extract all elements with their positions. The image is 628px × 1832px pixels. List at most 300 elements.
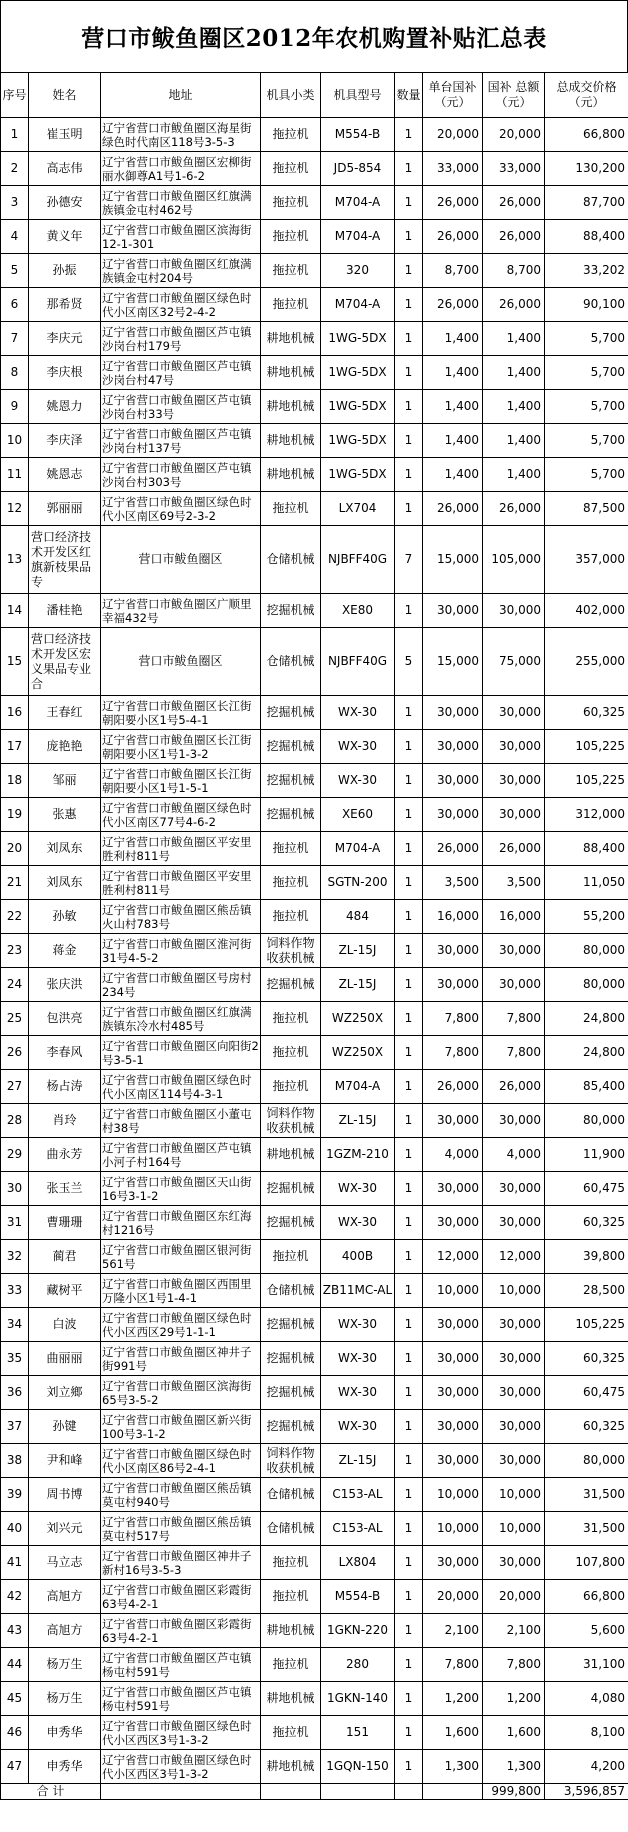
row-category: 仓储机械 — [261, 1478, 321, 1512]
row-total-subsidy: 30,000 — [483, 1376, 545, 1410]
row-model: WX-30 — [321, 730, 395, 764]
row-address: 辽宁省营口市鲅鱼圈区绿色时代小区西区29号1-1-1 — [101, 1308, 261, 1342]
table-row — [1, 1750, 628, 1784]
row-name: 崔玉明 — [29, 118, 101, 152]
table-row — [1, 152, 628, 186]
row-model: 320 — [321, 254, 395, 288]
row-model: 1GQN-150 — [321, 1750, 395, 1784]
row-total-subsidy: 12,000 — [483, 1240, 545, 1274]
row-unit-subsidy: 30,000 — [423, 1444, 483, 1478]
row-price: 60,475 — [545, 1376, 628, 1410]
table-row — [1, 390, 628, 424]
table-body — [1, 118, 628, 1784]
row-qty: 1 — [395, 1070, 423, 1104]
row-price: 24,800 — [545, 1036, 628, 1070]
row-address: 辽宁省营口市鲅鱼圈区芦屯镇沙岗台村303号 — [101, 458, 261, 492]
row-category: 仓储机械 — [261, 1512, 321, 1546]
row-address: 辽宁省营口市鲅鱼圈区绿色时代小区南区114号4-3-1 — [101, 1070, 261, 1104]
row-name: 孙敏 — [29, 900, 101, 934]
row-total-subsidy: 1,600 — [483, 1716, 545, 1750]
row-total-subsidy: 30,000 — [483, 696, 545, 730]
row-category: 挖掘机械 — [261, 1172, 321, 1206]
row-address: 辽宁省营口市鲅鱼圈区绿色时代小区南区77号4-6-2 — [101, 798, 261, 832]
row-qty: 1 — [395, 424, 423, 458]
row-address: 辽宁省营口市鲅鱼圈区海星街绿色时代南区118号3-5-3 — [101, 118, 261, 152]
row-unit-subsidy: 1,400 — [423, 458, 483, 492]
row-name: 姚恩志 — [29, 458, 101, 492]
table-row — [1, 1240, 628, 1274]
row-seq: 7 — [1, 322, 29, 356]
row-category: 拖拉机 — [261, 118, 321, 152]
row-model: C153-AL — [321, 1512, 395, 1546]
row-address: 辽宁省营口市鲅鱼圈区绿色时代小区南区86号2-4-1 — [101, 1444, 261, 1478]
row-name: 营口经济技术开发区红旗新枝果品专 — [29, 526, 101, 594]
row-category: 挖掘机械 — [261, 798, 321, 832]
row-price: 28,500 — [545, 1274, 628, 1308]
totals-empty-cell — [395, 1784, 423, 1800]
row-name: 申秀华 — [29, 1716, 101, 1750]
row-unit-subsidy: 30,000 — [423, 1172, 483, 1206]
row-unit-subsidy: 12,000 — [423, 1240, 483, 1274]
row-seq: 12 — [1, 492, 29, 526]
row-name: 营口经济技术开发区宏义果品专业合 — [29, 628, 101, 696]
table-row — [1, 118, 628, 152]
row-total-subsidy: 30,000 — [483, 594, 545, 628]
row-model: WZ250X — [321, 1036, 395, 1070]
row-total-subsidy: 8,700 — [483, 254, 545, 288]
table-row — [1, 832, 628, 866]
row-price: 105,225 — [545, 1308, 628, 1342]
row-total-subsidy: 30,000 — [483, 1206, 545, 1240]
row-seq: 13 — [1, 526, 29, 594]
header-category: 机具小类 — [261, 73, 321, 118]
row-price: 105,225 — [545, 730, 628, 764]
row-category: 耕地机械 — [261, 356, 321, 390]
row-name: 孙键 — [29, 1410, 101, 1444]
row-seq: 42 — [1, 1580, 29, 1614]
row-qty: 1 — [395, 118, 423, 152]
row-name: 刘凤东 — [29, 866, 101, 900]
row-price: 5,700 — [545, 390, 628, 424]
row-unit-subsidy: 7,800 — [423, 1002, 483, 1036]
row-qty: 1 — [395, 1308, 423, 1342]
row-total-subsidy: 1,400 — [483, 322, 545, 356]
row-seq: 26 — [1, 1036, 29, 1070]
row-total-subsidy: 7,800 — [483, 1002, 545, 1036]
row-price: 357,000 — [545, 526, 628, 594]
row-model: NJBFF40G — [321, 628, 395, 696]
row-seq: 38 — [1, 1444, 29, 1478]
row-name: 孙德安 — [29, 186, 101, 220]
row-name: 曹珊珊 — [29, 1206, 101, 1240]
row-seq: 34 — [1, 1308, 29, 1342]
row-qty: 1 — [395, 1614, 423, 1648]
row-price: 85,400 — [545, 1070, 628, 1104]
table-row — [1, 628, 628, 696]
row-address: 辽宁省营口市鲅鱼圈区芦屯镇沙岗台村47号 — [101, 356, 261, 390]
header-price: 总成交价格（元） — [545, 73, 628, 118]
table-row — [1, 356, 628, 390]
row-qty: 1 — [395, 900, 423, 934]
table-row — [1, 492, 628, 526]
row-address: 辽宁省营口市鲅鱼圈区银河街561号 — [101, 1240, 261, 1274]
row-total-subsidy: 1,400 — [483, 424, 545, 458]
row-seq: 1 — [1, 118, 29, 152]
row-qty: 1 — [395, 492, 423, 526]
row-seq: 17 — [1, 730, 29, 764]
row-address: 辽宁省营口市鲅鱼圈区熊岳镇火山村783号 — [101, 900, 261, 934]
row-seq: 37 — [1, 1410, 29, 1444]
row-category: 挖掘机械 — [261, 1342, 321, 1376]
row-address: 辽宁省营口市鲅鱼圈区平安里胜利村811号 — [101, 866, 261, 900]
row-qty: 1 — [395, 832, 423, 866]
row-address: 辽宁省营口市鲅鱼圈区红旗满族镇金屯村204号 — [101, 254, 261, 288]
row-address: 辽宁省营口市鲅鱼圈区绿色时代小区南区32号2-4-2 — [101, 288, 261, 322]
row-unit-subsidy: 4,000 — [423, 1138, 483, 1172]
table-row — [1, 1104, 628, 1138]
table-row — [1, 1172, 628, 1206]
row-total-subsidy: 26,000 — [483, 288, 545, 322]
row-seq: 39 — [1, 1478, 29, 1512]
row-name: 蒋金 — [29, 934, 101, 968]
row-unit-subsidy: 7,800 — [423, 1648, 483, 1682]
row-unit-subsidy: 30,000 — [423, 594, 483, 628]
table-row — [1, 424, 628, 458]
row-model: ZL-15J — [321, 934, 395, 968]
table-row — [1, 1070, 628, 1104]
row-total-subsidy: 26,000 — [483, 1070, 545, 1104]
row-unit-subsidy: 3,500 — [423, 866, 483, 900]
header-address: 地址 — [101, 73, 261, 118]
row-address: 辽宁省营口市鲅鱼圈区新兴街100号3-1-2 — [101, 1410, 261, 1444]
row-total-subsidy: 7,800 — [483, 1036, 545, 1070]
table-row — [1, 288, 628, 322]
row-category: 拖拉机 — [261, 866, 321, 900]
row-name: 庞艳艳 — [29, 730, 101, 764]
table-row — [1, 254, 628, 288]
totals-empty-cell — [101, 1784, 261, 1800]
table-row — [1, 764, 628, 798]
table-row — [1, 1376, 628, 1410]
row-model: XE80 — [321, 594, 395, 628]
row-category: 拖拉机 — [261, 1002, 321, 1036]
row-qty: 1 — [395, 1172, 423, 1206]
row-address: 辽宁省营口市鲅鱼圈区滨海街12-1-301 — [101, 220, 261, 254]
row-seq: 28 — [1, 1104, 29, 1138]
row-qty: 1 — [395, 458, 423, 492]
row-seq: 36 — [1, 1376, 29, 1410]
row-category: 挖掘机械 — [261, 764, 321, 798]
row-model: LX704 — [321, 492, 395, 526]
row-qty: 1 — [395, 1750, 423, 1784]
row-seq: 33 — [1, 1274, 29, 1308]
table-row — [1, 186, 628, 220]
row-total-subsidy: 1,400 — [483, 458, 545, 492]
table-row — [1, 1308, 628, 1342]
row-price: 4,080 — [545, 1682, 628, 1716]
subsidy-table — [0, 72, 628, 1800]
row-address: 辽宁省营口市鲅鱼圈区彩霞街63号4-2-1 — [101, 1580, 261, 1614]
row-model: WX-30 — [321, 1206, 395, 1240]
row-qty: 1 — [395, 594, 423, 628]
row-seq: 29 — [1, 1138, 29, 1172]
totals-label: 合 计 — [1, 1784, 101, 1800]
row-category: 拖拉机 — [261, 832, 321, 866]
row-total-subsidy: 26,000 — [483, 832, 545, 866]
row-unit-subsidy: 26,000 — [423, 220, 483, 254]
row-name: 肖玲 — [29, 1104, 101, 1138]
row-category: 耕地机械 — [261, 1614, 321, 1648]
row-unit-subsidy: 10,000 — [423, 1478, 483, 1512]
row-name: 李庆泽 — [29, 424, 101, 458]
row-category: 耕地机械 — [261, 424, 321, 458]
row-category: 挖掘机械 — [261, 1410, 321, 1444]
row-seq: 22 — [1, 900, 29, 934]
row-category: 拖拉机 — [261, 900, 321, 934]
row-price: 5,700 — [545, 458, 628, 492]
row-name: 那希贤 — [29, 288, 101, 322]
row-total-subsidy: 105,000 — [483, 526, 545, 594]
table-row — [1, 458, 628, 492]
row-seq: 27 — [1, 1070, 29, 1104]
row-unit-subsidy: 15,000 — [423, 628, 483, 696]
table-row — [1, 1206, 628, 1240]
row-name: 李春风 — [29, 1036, 101, 1070]
row-category: 耕地机械 — [261, 1682, 321, 1716]
row-price: 60,325 — [545, 1342, 628, 1376]
row-category: 仓储机械 — [261, 1274, 321, 1308]
row-total-subsidy: 7,800 — [483, 1648, 545, 1682]
row-seq: 23 — [1, 934, 29, 968]
row-seq: 10 — [1, 424, 29, 458]
row-category: 仓储机械 — [261, 628, 321, 696]
row-model: 1GZM-210 — [321, 1138, 395, 1172]
row-category: 饲料作物收获机械 — [261, 934, 321, 968]
row-model: 400B — [321, 1240, 395, 1274]
row-name: 周书博 — [29, 1478, 101, 1512]
table-row — [1, 1716, 628, 1750]
row-seq: 6 — [1, 288, 29, 322]
row-qty: 1 — [395, 1036, 423, 1070]
row-name: 刘凤东 — [29, 832, 101, 866]
row-model: ZB11MC-AL — [321, 1274, 395, 1308]
row-seq: 43 — [1, 1614, 29, 1648]
row-model: 1WG-5DX — [321, 322, 395, 356]
row-total-subsidy: 30,000 — [483, 764, 545, 798]
row-address: 辽宁省营口市鲅鱼圈区天山街16号3-1-2 — [101, 1172, 261, 1206]
header-total-subsidy: 国补 总额（元） — [483, 73, 545, 118]
row-address: 辽宁省营口市鲅鱼圈区长江街朝阳要小区1号1-5-1 — [101, 764, 261, 798]
row-unit-subsidy: 30,000 — [423, 1376, 483, 1410]
row-address: 辽宁省营口市鲅鱼圈区长江街朝阳要小区1号1-3-2 — [101, 730, 261, 764]
row-seq: 8 — [1, 356, 29, 390]
row-model: 280 — [321, 1648, 395, 1682]
table-row — [1, 968, 628, 1002]
row-address: 辽宁省营口市鲅鱼圈区熊岳镇莫屯村517号 — [101, 1512, 261, 1546]
row-total-subsidy: 30,000 — [483, 1444, 545, 1478]
row-price: 4,200 — [545, 1750, 628, 1784]
row-address: 辽宁省营口市鲅鱼圈区绿色时代小区西区3号1-3-2 — [101, 1750, 261, 1784]
row-model: 1WG-5DX — [321, 424, 395, 458]
row-qty: 1 — [395, 1478, 423, 1512]
row-qty: 1 — [395, 152, 423, 186]
row-name: 申秀华 — [29, 1750, 101, 1784]
row-model: M554-B — [321, 1580, 395, 1614]
table-row — [1, 1002, 628, 1036]
table-row — [1, 696, 628, 730]
row-category: 耕地机械 — [261, 322, 321, 356]
totals-subsidy: 999,800 — [483, 1784, 545, 1800]
row-model: ZL-15J — [321, 1444, 395, 1478]
row-address: 辽宁省营口市鲅鱼圈区芦屯镇杨屯村591号 — [101, 1682, 261, 1716]
row-total-subsidy: 30,000 — [483, 934, 545, 968]
row-model: 1GKN-140 — [321, 1682, 395, 1716]
row-price: 88,400 — [545, 220, 628, 254]
row-unit-subsidy: 30,000 — [423, 798, 483, 832]
row-unit-subsidy: 30,000 — [423, 1410, 483, 1444]
row-total-subsidy: 30,000 — [483, 798, 545, 832]
row-model: C153-AL — [321, 1478, 395, 1512]
totals-empty-cell — [321, 1784, 395, 1800]
row-total-subsidy: 30,000 — [483, 1410, 545, 1444]
table-row — [1, 594, 628, 628]
row-name: 高志伟 — [29, 152, 101, 186]
row-unit-subsidy: 30,000 — [423, 1546, 483, 1580]
row-qty: 1 — [395, 1376, 423, 1410]
row-seq: 11 — [1, 458, 29, 492]
row-qty: 1 — [395, 1342, 423, 1376]
row-category: 饲料作物收获机械 — [261, 1104, 321, 1138]
row-name: 刘立鄉 — [29, 1376, 101, 1410]
row-model: M704-A — [321, 288, 395, 322]
row-total-subsidy: 10,000 — [483, 1512, 545, 1546]
row-total-subsidy: 3,500 — [483, 866, 545, 900]
row-qty: 5 — [395, 628, 423, 696]
table-row — [1, 220, 628, 254]
row-qty: 1 — [395, 186, 423, 220]
row-qty: 1 — [395, 764, 423, 798]
row-category: 拖拉机 — [261, 152, 321, 186]
row-category: 拖拉机 — [261, 186, 321, 220]
row-qty: 1 — [395, 1240, 423, 1274]
row-seq: 40 — [1, 1512, 29, 1546]
row-qty: 1 — [395, 968, 423, 1002]
row-seq: 4 — [1, 220, 29, 254]
row-price: 80,000 — [545, 1444, 628, 1478]
row-address: 辽宁省营口市鲅鱼圈区向阳街2号3-5-1 — [101, 1036, 261, 1070]
header-seq: 序号 — [1, 73, 29, 118]
row-address: 辽宁省营口市鲅鱼圈区绿色时代小区西区3号1-3-2 — [101, 1716, 261, 1750]
row-seq: 46 — [1, 1716, 29, 1750]
row-name: 曲丽丽 — [29, 1342, 101, 1376]
row-model: 1GKN-220 — [321, 1614, 395, 1648]
row-total-subsidy: 30,000 — [483, 1308, 545, 1342]
row-name: 杨万生 — [29, 1682, 101, 1716]
row-unit-subsidy: 26,000 — [423, 832, 483, 866]
row-address: 辽宁省营口市鲅鱼圈区神井子新村16号3-5-3 — [101, 1546, 261, 1580]
row-price: 402,000 — [545, 594, 628, 628]
row-unit-subsidy: 30,000 — [423, 1206, 483, 1240]
row-address: 辽宁省营口市鲅鱼圈区广顺里幸福432号 — [101, 594, 261, 628]
row-unit-subsidy: 26,000 — [423, 492, 483, 526]
row-category: 拖拉机 — [261, 1580, 321, 1614]
row-model: LX804 — [321, 1546, 395, 1580]
row-total-subsidy: 26,000 — [483, 186, 545, 220]
row-unit-subsidy: 1,400 — [423, 322, 483, 356]
row-unit-subsidy: 26,000 — [423, 186, 483, 220]
row-address: 辽宁省营口市鲅鱼圈区熊岳镇莫屯村940号 — [101, 1478, 261, 1512]
row-qty: 1 — [395, 390, 423, 424]
row-name: 张庆洪 — [29, 968, 101, 1002]
row-unit-subsidy: 30,000 — [423, 934, 483, 968]
row-total-subsidy: 1,200 — [483, 1682, 545, 1716]
table-row — [1, 900, 628, 934]
header-model: 机具型号 — [321, 73, 395, 118]
row-model: 151 — [321, 1716, 395, 1750]
row-qty: 1 — [395, 288, 423, 322]
row-seq: 32 — [1, 1240, 29, 1274]
row-price: 31,500 — [545, 1512, 628, 1546]
table-row — [1, 1682, 628, 1716]
page-title: 营口市鲅鱼圈区2012年农机购置补贴汇总表 — [0, 0, 628, 72]
row-unit-subsidy: 20,000 — [423, 1580, 483, 1614]
row-seq: 45 — [1, 1682, 29, 1716]
row-name: 王春红 — [29, 696, 101, 730]
row-category: 耕地机械 — [261, 1750, 321, 1784]
row-name: 杨万生 — [29, 1648, 101, 1682]
row-price: 88,400 — [545, 832, 628, 866]
row-total-subsidy: 30,000 — [483, 1546, 545, 1580]
row-category: 拖拉机 — [261, 1070, 321, 1104]
row-total-subsidy: 30,000 — [483, 1104, 545, 1138]
totals-row — [1, 1784, 628, 1800]
row-total-subsidy: 30,000 — [483, 968, 545, 1002]
table-row — [1, 1444, 628, 1478]
row-total-subsidy: 75,000 — [483, 628, 545, 696]
row-total-subsidy: 33,000 — [483, 152, 545, 186]
row-model: M704-A — [321, 186, 395, 220]
table-row — [1, 1274, 628, 1308]
row-qty: 1 — [395, 1512, 423, 1546]
header-name: 姓名 — [29, 73, 101, 118]
table-row — [1, 1410, 628, 1444]
row-address: 辽宁省营口市鲅鱼圈区绿色时代小区南区69号2-3-2 — [101, 492, 261, 526]
row-price: 55,200 — [545, 900, 628, 934]
row-unit-subsidy: 1,400 — [423, 356, 483, 390]
row-seq: 16 — [1, 696, 29, 730]
row-category: 拖拉机 — [261, 254, 321, 288]
row-price: 11,050 — [545, 866, 628, 900]
row-price: 105,225 — [545, 764, 628, 798]
row-address: 辽宁省营口市鲅鱼圈区芦屯镇杨屯村591号 — [101, 1648, 261, 1682]
row-qty: 1 — [395, 220, 423, 254]
row-model: M704-A — [321, 832, 395, 866]
row-name: 高旭方 — [29, 1580, 101, 1614]
row-total-subsidy: 4,000 — [483, 1138, 545, 1172]
row-category: 挖掘机械 — [261, 594, 321, 628]
row-seq: 15 — [1, 628, 29, 696]
row-model: 1WG-5DX — [321, 458, 395, 492]
row-category: 耕地机械 — [261, 390, 321, 424]
row-qty: 1 — [395, 322, 423, 356]
row-price: 60,325 — [545, 1206, 628, 1240]
row-seq: 9 — [1, 390, 29, 424]
row-model: NJBFF40G — [321, 526, 395, 594]
row-qty: 1 — [395, 1716, 423, 1750]
row-category: 挖掘机械 — [261, 730, 321, 764]
row-qty: 1 — [395, 1546, 423, 1580]
row-qty: 1 — [395, 730, 423, 764]
